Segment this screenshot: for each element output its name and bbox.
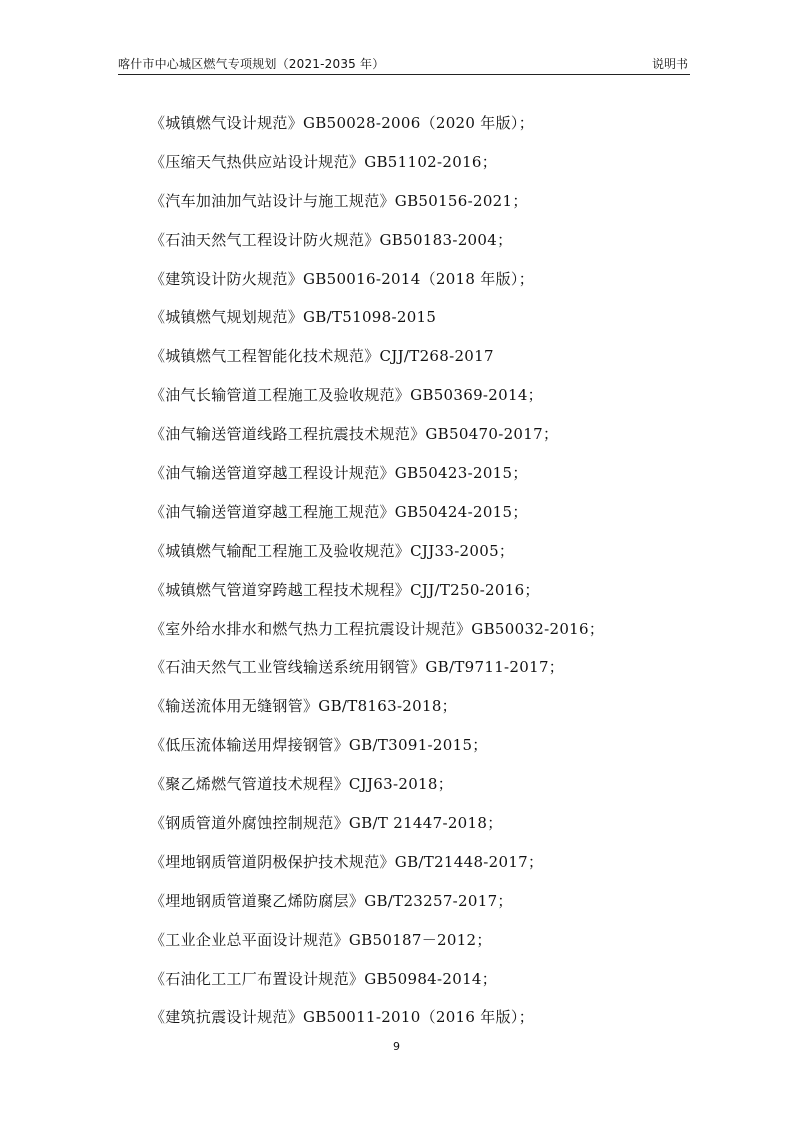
reference-item: 《建筑抗震设计规范》GB50011-2010（2016 年版）； [150, 1008, 535, 1027]
reference-item: 《室外给水排水和燃气热力工程抗震设计规范》GB50032-2016； [150, 619, 605, 638]
reference-item: 《埋地钢质管道阴极保护技术规范》GB/T21448-2017； [150, 852, 544, 871]
page-header [118, 50, 690, 75]
page-number: 9 [393, 1040, 400, 1053]
document-title: 喀什市中心城区燃气专项规划（2021-2035 年） [118, 57, 385, 71]
reference-list [150, 104, 710, 1037]
reference-item: 《城镇燃气输配工程施工及验收规范》CJJ33-2005； [150, 541, 515, 560]
reference-item: 《油气输送管道线路工程抗震技术规范》GB50470-2017； [150, 425, 559, 444]
reference-item: 《工业企业总平面设计规范》GB50187－2012； [150, 930, 492, 949]
reference-item: 《输送流体用无缝钢管》GB/T8163-2018； [150, 697, 457, 716]
reference-item: 《油气输送管道穿越工程设计规范》GB50423-2015； [150, 464, 528, 483]
reference-item: 《城镇燃气设计规范》GB50028-2006（2020 年版）； [150, 114, 535, 132]
reference-item: 《油气输送管道穿越工程施工规范》GB50424-2015； [150, 502, 528, 521]
reference-item: 《石油天然气工业管线输送系统用钢管》GB/T9711-2017； [150, 658, 565, 677]
reference-item: 《建筑设计防火规范》GB50016-2014（2018 年版）； [150, 269, 535, 288]
reference-item: 《油气长输管道工程施工及验收规范》GB50369-2014； [150, 386, 543, 405]
section-label: 说明书 [651, 57, 688, 71]
reference-item: 《钢质管道外腐蚀控制规范》GB/T 21447-2018； [150, 814, 503, 833]
reference-item: 《压缩天气热供应站设计规范》GB51102-2016； [150, 152, 498, 171]
reference-item: 《低压流体输送用焊接钢管》GB/T3091-2015； [150, 736, 488, 755]
reference-item: 《石油天然气工程设计防火规范》GB50183-2004； [150, 230, 513, 249]
reference-item: 《石油化工工厂布置设计规范》GB50984-2014； [150, 969, 498, 988]
reference-item: 《聚乙烯燃气管道技术规程》CJJ63-2018； [150, 775, 454, 794]
reference-item: 《城镇燃气规划规范》GB/T51098-2015 [150, 308, 437, 327]
reference-item: 《城镇燃气工程智能化技术规范》CJJ/T268-2017 [150, 347, 494, 366]
reference-item: 《汽车加油加气站设计与施工规范》GB50156-2021； [150, 191, 528, 210]
reference-item: 《城镇燃气管道穿跨越工程技术规程》CJJ/T250-2016； [150, 580, 540, 599]
reference-item: 《埋地钢质管道聚乙烯防腐层》GB/T23257-2017； [150, 891, 513, 910]
